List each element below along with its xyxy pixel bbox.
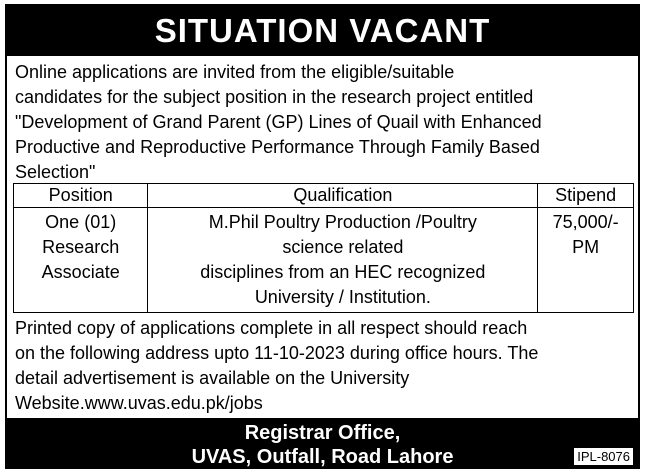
position-line: One (01) (45, 212, 117, 232)
intro-line: Online applications are invited from the eligible/suitable (15, 62, 455, 82)
address-line-location: UVAS, Outfall, Road Lahore (191, 446, 454, 468)
table-header-row (14, 184, 634, 208)
header-stipend: Stipend (538, 184, 634, 208)
address-banner (7, 418, 638, 469)
address-line-office: Registrar Office, (244, 422, 401, 444)
cell-stipend (538, 208, 634, 313)
position-line: Research (42, 237, 120, 257)
page-title: SITUATION VACANT (154, 12, 491, 49)
header-qualification: Qualification (148, 184, 538, 208)
outro-line: Printed copy of applications complete in all respect should reach (15, 318, 528, 338)
vacancy-table (13, 183, 634, 313)
intro-paragraph (15, 60, 632, 185)
qualification-line: disciplines from an HEC recognized (200, 262, 486, 282)
outro-line: on the following address upto 11-10-2023 during office hours. The (15, 343, 539, 363)
stipend-line: 75,000/- (552, 212, 619, 232)
intro-line: candidates for the subject position in the research project entitled (15, 87, 534, 107)
outro-line: detail advertisement is available on the University (15, 368, 410, 388)
qualification-line: M.Phil Poultry Production /Poultry (208, 212, 477, 232)
ad-code-badge: IPL-8076 (573, 447, 634, 466)
position-line: Associate (41, 262, 120, 282)
stipend-line: PM (572, 237, 600, 257)
intro-line: Selection" (15, 162, 96, 182)
intro-line: "Development of Grand Parent (GP) Lines of Quail with Enhanced (15, 112, 542, 132)
title-banner (7, 6, 638, 56)
advertisement-frame (5, 4, 640, 469)
intro-line: Productive and Reproductive Performance Through Family Based (15, 137, 540, 157)
header-position: Position (14, 184, 148, 208)
cell-qualification (148, 208, 538, 313)
outro-line: Website.www.uvas.edu.pk/jobs (15, 393, 263, 413)
cell-position (14, 208, 148, 313)
table-row (14, 208, 634, 313)
instructions-paragraph (15, 316, 632, 416)
qualification-line: science related (282, 237, 404, 257)
qualification-line: University / Institution. (254, 287, 431, 307)
